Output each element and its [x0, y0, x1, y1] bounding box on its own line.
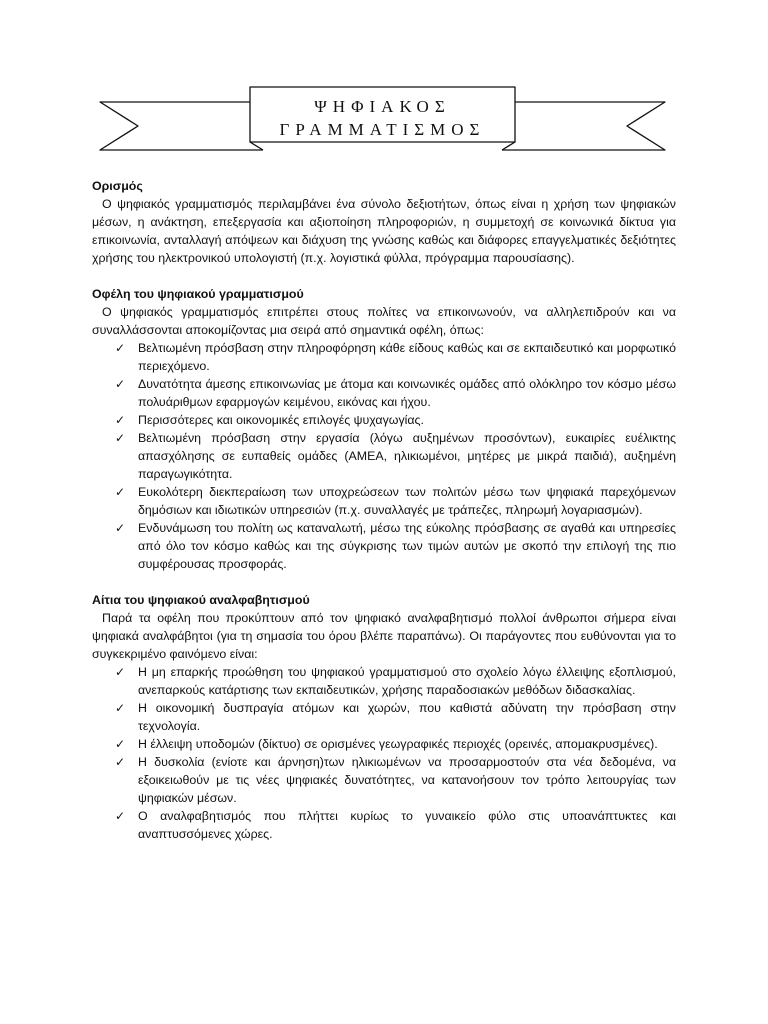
list-item [115, 807, 676, 843]
section-spacer [92, 573, 676, 591]
list-item [115, 519, 676, 573]
document-body [92, 177, 676, 843]
ribbon-graphic [0, 0, 768, 175]
checkmark-icon: ✓ [115, 737, 126, 751]
title-line-2: ΓΡΑΜΜΑΤΙΣΜΟΣ [279, 120, 486, 139]
checkmark-icon: ✓ [115, 665, 126, 679]
list-item [115, 339, 676, 375]
list-item-text: Η μη επαρκής προώθηση του ψηφιακού γραμματισμού στο σχολείο λόγω έλλειψης εξοπλισμού, ανεπαρκούς κατάρτισης των εκπαιδευτικών, χρήσης παραδοσιακών μεθόδων διδασκαλίας. [138, 665, 676, 697]
list-item-text: Περισσότερες και οικονομικές επιλογές ψυχαγωγίας. [138, 413, 424, 427]
definition-paragraph: Ο ψηφιακός γραμματισμός περιλαμβάνει ένα σύνολο δεξιοτήτων, όπως είναι η χρήση των ψηφιακών μέσων, η ανάκτηση, επεξεργασία και αξιοποίηση πληροφοριών, η συμμετοχή σε κοινωνικά δίκτυα για επικοινωνία, ανταλλαγή απόψεων και διάχυση της γνώσης καθώς και διάφορες επαγγελματικές δεξιότητες χρήσης του ηλεκτρονικού υπολογιστή (π.χ. λογιστικά φύλλα, πρόγραμμα παρουσίασης). [92, 197, 676, 265]
causes-heading: Αίτια του ψηφιακού αναλφαβητισμού [92, 593, 310, 607]
checkmark-icon: ✓ [115, 521, 126, 535]
causes-intro: Παρά τα οφέλη που προκύπτουν από τον ψηφιακό αναλφαβητισμό πολλοί άνθρωποι σήμερα είναι ψηφιακά αναλφάβητοι (για τη σημασία του όρου βλέπε παραπάνω). Οι παράγοντες που ευθύνονται για το συγκεκριμένο φαινόμενο είναι: [92, 611, 676, 661]
list-item-text: Ο αναλφαβητισμός που πλήττει κυρίως το γυναικείο φύλο στις υποανάπτυκτες και αναπτυσσόμενες χώρες. [138, 809, 676, 841]
title-line-1: ΨΗΦΙΑΚΟΣ [314, 97, 451, 116]
list-item-text: Ενδυνάμωση του πολίτη ως καταναλωτή, μέσω της εύκολης πρόσβασης σε αγαθά και υπηρεσίες από όλο τον κόσμο καθώς και της σύγκρισης των τιμών αυτών με σκοπό την επιλογή της πιο συμφέρουσας προσφοράς. [138, 521, 676, 571]
benefits-intro: Ο ψηφιακός γραμματισμός επιτρέπει στους πολίτες να επικοινωνούν, να αλληλεπιδρούν και να συναλλάσσονται αποκομίζοντας μια σειρά από σημαντικά οφέλη, όπως: [92, 305, 676, 337]
list-item [115, 375, 676, 411]
list-item [115, 483, 676, 519]
checkmark-icon: ✓ [115, 809, 126, 823]
benefits-heading: Οφέλη του ψηφιακού γραμματισμού [92, 287, 304, 301]
checkmark-icon: ✓ [115, 431, 126, 445]
checkmark-icon: ✓ [115, 413, 126, 427]
checkmark-icon: ✓ [115, 377, 126, 391]
benefits-list [92, 339, 676, 573]
document-title [250, 95, 515, 141]
list-item-text: Ευκολότερη διεκπεραίωση των υποχρεώσεων των πολιτών μέσω των ψηφιακά παρεχόμενων δημόσιων και ιδιωτικών υπηρεσιών (π.χ. συναλλαγές με τράπεζες, πληρωμή λογαριασμών). [138, 485, 676, 517]
list-item [115, 753, 676, 807]
list-item-text: Βελτιωμένη πρόσβαση στην εργασία (λόγω αυξημένων προσόντων), ευκαιρίες ευέλικτης απασχόλησης σε ευπαθείς ομάδες (ΑΜΕΑ, ηλικιωμένοι, μητέρες με μικρά παιδιά), αυξημένη παραγωγικότητα. [138, 431, 676, 481]
list-item-text: Βελτιωμένη πρόσβαση στην πληροφόρηση κάθε είδους καθώς και σε εκπαιδευτικό και μορφωτικό περιεχόμενο. [138, 341, 676, 373]
checkmark-icon: ✓ [115, 701, 126, 715]
causes-list [92, 663, 676, 843]
list-item [115, 429, 676, 483]
list-item-text: Η οικονομική δυσπραγία ατόμων και χωρών, που καθιστά αδύνατη την πρόσβαση στην τεχνολογία. [138, 701, 676, 733]
list-item [115, 699, 676, 735]
list-item [115, 735, 676, 753]
list-item-text: Δυνατότητα άμεσης επικοινωνίας με άτομα και κοινωνικές ομάδες από ολόκληρο τον κόσμο μέσω πολυάριθμων εφαρμογών κειμένου, εικόνας και ήχου. [138, 377, 676, 409]
checkmark-icon: ✓ [115, 755, 126, 769]
title-banner [0, 0, 768, 175]
list-item [115, 411, 676, 429]
definition-heading: Ορισμός [92, 179, 143, 193]
checkmark-icon: ✓ [115, 485, 126, 499]
list-item-text: Η δυσκολία (ενίοτε και άρνηση)των ηλικιωμένων να προσαρμοστούν στα νέα δεδομένα, να εξοικειωθούν με τις νέες ψηφιακές δυνατότητες, να κατανοήσουν τον τρόπο λειτουργίας των ψηφιακών μέσων. [138, 755, 676, 805]
checkmark-icon: ✓ [115, 341, 126, 355]
list-item [115, 663, 676, 699]
section-spacer [92, 267, 676, 285]
list-item-text: Η έλλειψη υποδομών (δίκτυο) σε ορισμένες γεωγραφικές περιοχές (ορεινές, απομακρυσμένες). [138, 737, 658, 751]
